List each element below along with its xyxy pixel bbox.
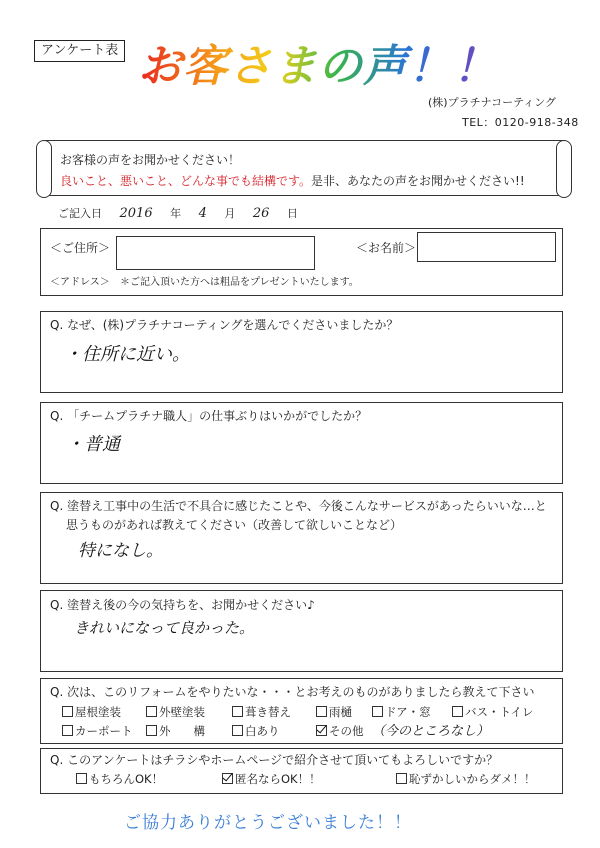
checkbox-icon[interactable] — [452, 706, 463, 717]
q3-question-line-2: 思うものがあれば教えてください（改善して欲しいことなど） — [66, 518, 403, 532]
checkbox-icon[interactable] — [146, 725, 157, 736]
thank-you-message: ご協力ありがとうございました！！ — [124, 813, 412, 833]
q5-option-reroof[interactable]: 葺き替え — [232, 704, 291, 720]
checkbox-icon[interactable] — [62, 706, 73, 717]
q5-option-termite[interactable]: 白あり — [232, 723, 280, 739]
company-name: (株)プラチナコーティング — [428, 96, 557, 109]
name-label: ＜お名前＞ — [356, 241, 417, 255]
date-day[interactable]: 26 — [252, 206, 270, 221]
q4-question: Q. 塗替え後の今の気持ちを、お聞かせください♪ — [50, 598, 315, 612]
q1-answer[interactable]: ・住所に近い。 — [64, 344, 190, 365]
gift-note: ＊ご記入頂いた方へは粗品をプレゼントいたします。 — [120, 277, 359, 288]
scroll-left-cap — [36, 140, 52, 198]
q5-option-bath-toilet[interactable]: バス・トイレ — [452, 704, 533, 720]
q4-answer[interactable]: きれいになって良かった。 — [74, 619, 255, 637]
date-month-unit: 月 — [224, 207, 236, 220]
q5-option-door-window[interactable]: ドア・窓 — [372, 704, 431, 720]
entry-date — [58, 205, 298, 221]
company-phone: TEL：0120-918-348 — [462, 116, 579, 129]
checkbox-icon[interactable] — [232, 725, 243, 736]
intro-line-1: お客様の声をお聞かせください！ — [60, 153, 241, 167]
address-field[interactable] — [116, 236, 315, 270]
intro-line-2 — [60, 172, 525, 189]
q6-option-yes[interactable]: もちろんOK！ — [76, 771, 163, 787]
q5-option-other[interactable]: その他 — [316, 723, 364, 739]
q5-option-gutter[interactable]: 雨樋 — [316, 704, 352, 720]
q5-other-answer[interactable]: （今のところなし） — [372, 724, 490, 739]
intro-line-2-red: 良いこと、悪いこと、どんな事でも結構です。 — [60, 174, 312, 188]
q5-option-wall-paint[interactable]: 外壁塗装 — [146, 704, 205, 720]
checkbox-icon[interactable] — [232, 706, 243, 717]
q6-option-anonymous[interactable]: 匿名ならOK！！ — [222, 771, 321, 787]
date-year[interactable]: 2016 — [119, 206, 153, 221]
checkbox-icon[interactable] — [396, 773, 407, 784]
page-title: お客さまの声！！ — [138, 38, 498, 96]
q2-answer[interactable]: ・普通 — [66, 434, 120, 455]
checkbox-icon[interactable] — [76, 773, 87, 784]
q5-question: Q. 次は、このリフォームをやりたいな・・・とお考えのものがありましたら教えて下さい — [50, 685, 535, 699]
checked-checkbox-icon[interactable] — [222, 773, 233, 784]
intro-line-2-rest: 是非、あなたの声をお聞かせください!! — [311, 174, 525, 188]
checkbox-icon[interactable] — [146, 706, 157, 717]
q1-question: Q. なぜ、(株)プラチナコーティングを選んでくださいましたか？ — [50, 318, 399, 332]
q3-question-line-1: Q. 塗替え工事中の生活で不具合に感じたことや、今後こんなサービスがあったらいいな…と — [50, 499, 547, 513]
q3-answer[interactable]: 特になし。 — [78, 541, 163, 561]
date-day-unit: 日 — [286, 207, 298, 220]
name-field[interactable] — [417, 232, 556, 262]
q5-option-exterior[interactable]: 外 構 — [146, 723, 205, 739]
checkbox-icon[interactable] — [372, 706, 383, 717]
scroll-right-cap — [556, 140, 572, 198]
checked-checkbox-icon[interactable] — [316, 725, 327, 736]
q5-option-roof-paint[interactable]: 屋根塗装 — [62, 704, 121, 720]
date-year-unit: 年 — [170, 207, 182, 220]
checkbox-icon[interactable] — [62, 725, 73, 736]
q2-question: Q. 「チームプラチナ職人」の仕事ぶりはいかがでしたか？ — [50, 409, 368, 423]
address-ruby-label: ＜アドレス＞ — [50, 277, 110, 288]
address-label: ＜ご住所＞ — [50, 241, 111, 255]
form-type-label: アンケート表 — [34, 40, 125, 62]
checkbox-icon[interactable] — [316, 706, 327, 717]
date-month[interactable]: 4 — [198, 206, 207, 221]
q5-option-carport[interactable]: カーポート — [62, 723, 133, 739]
q6-question: Q. このアンケートはチラシやホームページで紹介させて頂いてもよろしいですか？ — [50, 753, 499, 767]
date-label: ご記入日 — [58, 207, 102, 220]
q6-option-no[interactable]: 恥ずかしいからダメ！！ — [396, 771, 536, 787]
